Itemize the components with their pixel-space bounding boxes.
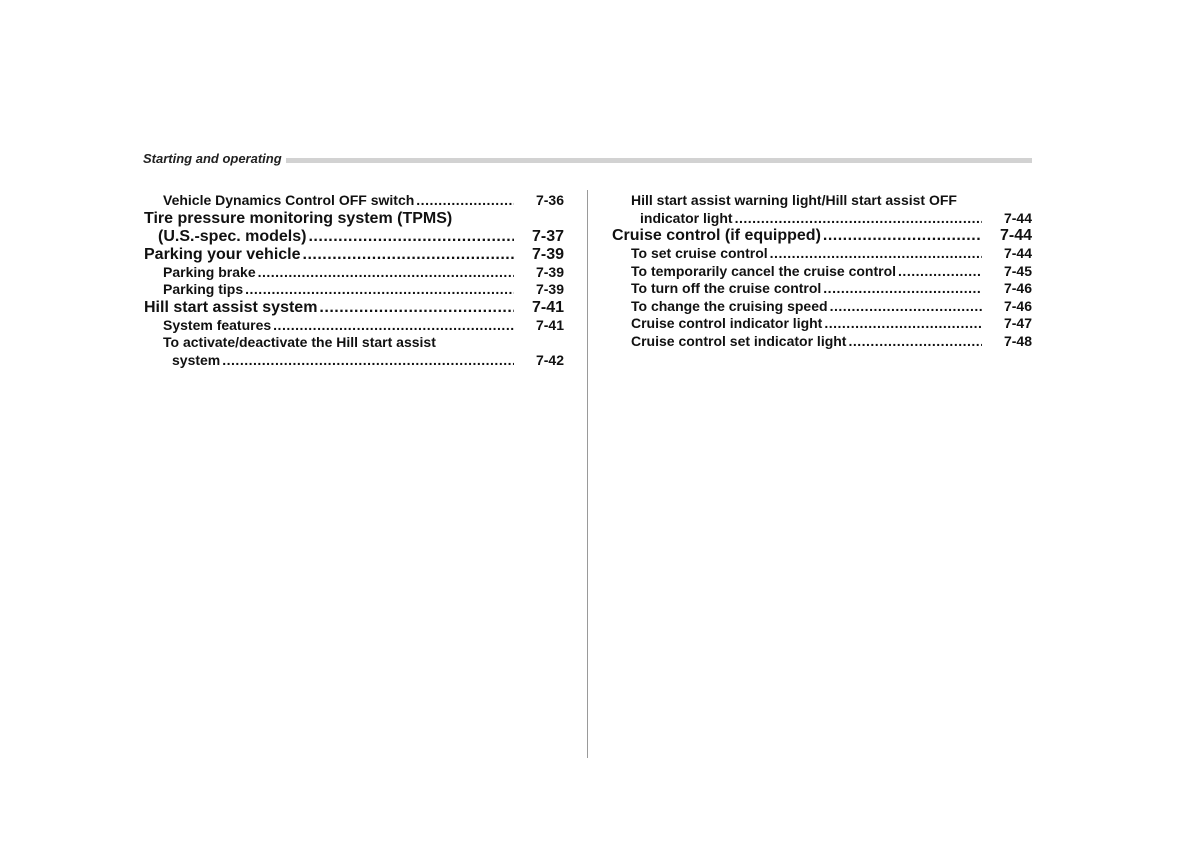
- leader-dots: [258, 264, 514, 282]
- toc-page-number: 7-44: [999, 227, 1032, 244]
- toc-entry-label: Cruise control indicator light: [631, 315, 823, 331]
- leader-dots: [273, 317, 514, 335]
- toc-page-number: 7-46: [1003, 280, 1032, 296]
- leader-dots: [898, 263, 982, 281]
- toc-entry-label: Cruise control (if equipped): [612, 227, 821, 244]
- column-divider: [587, 190, 588, 758]
- leader-dots: [823, 280, 982, 298]
- leader-dots: [735, 210, 982, 228]
- toc-page-number: 7-39: [531, 245, 564, 263]
- toc-entry-label: Vehicle Dynamics Control OFF switch: [163, 192, 415, 208]
- toc-entry-label: Parking tips: [163, 281, 244, 297]
- leader-dots: [830, 298, 982, 316]
- toc-entry-hill-start-warning-light[interactable]: [612, 192, 1032, 227]
- toc-page-number: 7-39: [535, 281, 564, 297]
- toc-entry-set-cruise-control[interactable]: [612, 245, 1032, 263]
- leader-dots: [770, 245, 982, 263]
- toc-page-number: 7-46: [1003, 297, 1032, 314]
- toc-entry-tpms[interactable]: [144, 210, 564, 246]
- toc-page-number: 7-44: [1003, 209, 1032, 226]
- leader-dots: [824, 315, 982, 333]
- toc-entry-label-line1: Tire pressure monitoring system (TPMS): [144, 209, 453, 227]
- leader-dots: [319, 299, 514, 317]
- leader-dots: [303, 246, 514, 264]
- toc-entry-label: (U.S.-spec. models): [158, 227, 307, 245]
- toc-entry-label: indicator light: [640, 209, 733, 226]
- toc-entry-hill-start-assist[interactable]: [144, 299, 564, 317]
- toc-right-column: [612, 192, 1032, 350]
- toc-entry-cancel-cruise-control[interactable]: [612, 263, 1032, 281]
- toc-page-number: 7-39: [535, 263, 564, 280]
- toc-entry-label-line1: Hill start assist warning light/Hill start assist OFF: [631, 192, 957, 208]
- toc-entry-activate-hill-start[interactable]: [144, 334, 564, 369]
- leader-dots: [823, 227, 982, 245]
- toc-entry-system-features[interactable]: [144, 317, 564, 335]
- toc-entry-vdc-off-switch[interactable]: [144, 192, 564, 210]
- toc-entry-label: To change the cruising speed: [631, 297, 828, 314]
- leader-dots: [416, 192, 514, 210]
- toc-entry-turn-off-cruise-control[interactable]: [612, 280, 1032, 298]
- toc-entry-cruise-set-indicator-light[interactable]: [612, 333, 1032, 351]
- toc-entry-parking-brake[interactable]: [144, 264, 564, 282]
- toc-entry-label: Cruise control set indicator light: [631, 332, 847, 349]
- leader-dots: [222, 352, 514, 370]
- toc-page-number: 7-36: [535, 192, 564, 208]
- leader-dots: [848, 333, 982, 351]
- leader-dots: [308, 228, 514, 246]
- toc-entry-label: To temporarily cancel the cruise control: [631, 262, 897, 279]
- toc-entry-parking-your-vehicle[interactable]: [144, 246, 564, 264]
- section-title: Starting and operating: [143, 151, 286, 167]
- toc-page-number: 7-42: [535, 351, 564, 368]
- toc-entry-parking-tips[interactable]: [144, 281, 564, 299]
- toc-entry-label: System features: [163, 316, 272, 333]
- page-header: [143, 151, 1032, 169]
- toc-entry-cruise-control[interactable]: [612, 227, 1032, 245]
- toc-entry-label: Parking brake: [163, 263, 256, 280]
- toc-entry-label: To turn off the cruise control: [631, 280, 822, 296]
- toc-page-number: 7-44: [1003, 245, 1032, 261]
- toc-left-column: [144, 192, 564, 369]
- toc-page-number: 7-47: [1003, 315, 1032, 331]
- toc-page-number: 7-45: [1003, 262, 1032, 279]
- leader-dots: [245, 281, 514, 299]
- toc-entry-label: system: [172, 351, 221, 368]
- toc-entry-label: To set cruise control: [631, 245, 768, 261]
- toc-entry-label-line1: To activate/deactivate the Hill start assist: [163, 334, 436, 350]
- toc-page-number: 7-41: [535, 316, 564, 333]
- toc-entry-label: Hill start assist system: [144, 298, 318, 316]
- toc-entry-label: Parking your vehicle: [144, 245, 301, 263]
- toc-page-number: 7-37: [531, 227, 564, 245]
- toc-page-number: 7-48: [1003, 332, 1032, 349]
- toc-entry-change-cruising-speed[interactable]: [612, 298, 1032, 316]
- toc-entry-cruise-indicator-light[interactable]: [612, 315, 1032, 333]
- toc-page-number: 7-41: [531, 298, 564, 316]
